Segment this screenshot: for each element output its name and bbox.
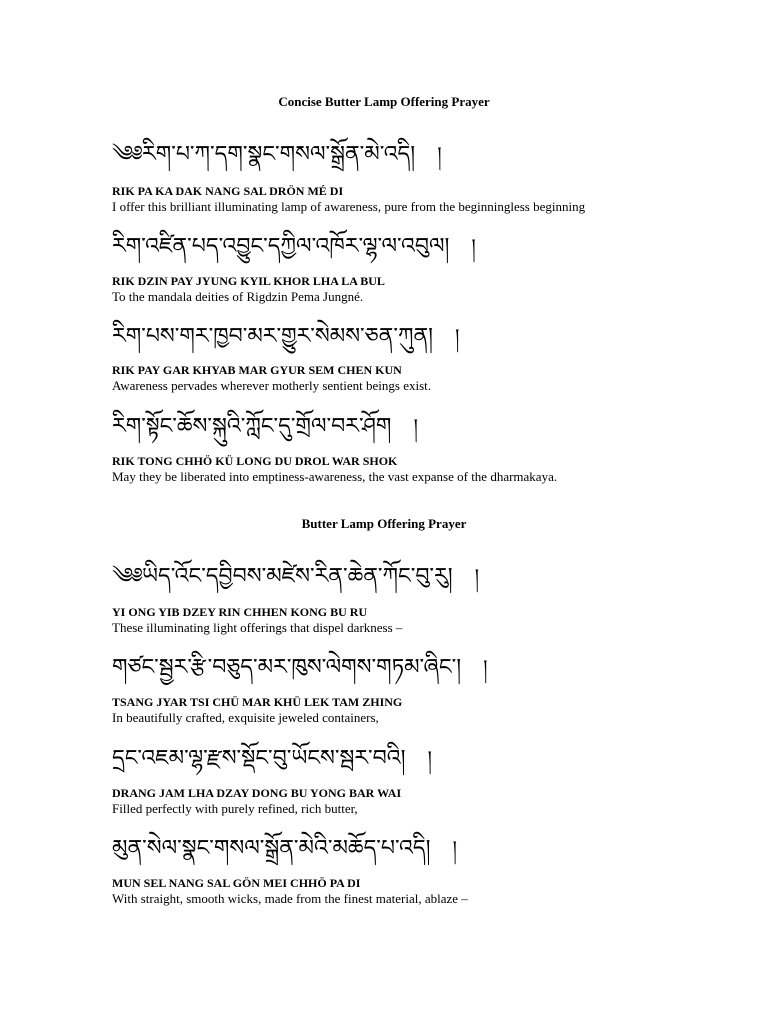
shad-mark: ། (455, 324, 460, 348)
section-title: Butter Lamp Offering Prayer (301, 516, 467, 531)
transliteration: DRANG JAM LHA DZAY DONG BU YONG BAR WAI (112, 786, 402, 800)
tibetan-text: དྲང་འཇམ་ལྷ་རྫས་སྡོང་བུ་ཡོངས་སྦར་བའི། (112, 746, 406, 771)
tibetan-verse-line (112, 226, 476, 266)
tibetan-verse-line (112, 738, 432, 778)
tibetan-verse-line (112, 647, 488, 687)
shad-mark: ། (483, 655, 488, 679)
transliteration: MUN SEL NANG SAL GÖN MEI CHHÖ PA DI (112, 876, 361, 890)
transliteration: RIK DZIN PAY JYUNG KYIL KHOR LHA LA BUL (112, 274, 385, 288)
opening-mark: ༄༅ (112, 142, 143, 167)
translation: With straight, smooth wicks, made from the finest material, ablaze – (112, 891, 468, 906)
translation: Filled perfectly with purely refined, rich butter, (112, 801, 358, 816)
tibetan-verse-line (112, 406, 418, 446)
translation: May they be liberated into emptiness-awareness, the vast expanse of the dharmakaya. (112, 469, 558, 484)
tibetan-verse-line (112, 134, 442, 174)
tibetan-verse-line (112, 828, 457, 868)
transliteration: RIK PAY GAR KHYAB MAR GYUR SEM CHEN KUN (112, 363, 402, 377)
shad-mark: ། (437, 142, 442, 166)
tibetan-text: མུན་སེལ་སྣང་གསལ་སྒྲོན་མེའི་མཆོད་པ་འདི། (112, 836, 431, 861)
shad-mark: ། (413, 414, 418, 438)
shad-mark: ། (427, 746, 432, 770)
tibetan-text: ཡིད་འོང་དབྱིབས་མཛེས་རིན་ཆེན་ཀོང་བུ་རུ། (142, 564, 453, 589)
translation: In beautifully crafted, exquisite jeweled containers, (112, 710, 379, 725)
tibetan-text: གཙང་སྦྱར་རྩི་བཅུད་མར་ཁུས་ལེགས་གཏམ་ཞིང་། (112, 655, 462, 680)
opening-mark: ༄༅ (112, 564, 143, 589)
shad-mark: ། (474, 564, 480, 588)
transliteration: TSANG JYAR TSI CHÜ MAR KHÜ LEK TAM ZHING (112, 695, 403, 709)
translation: These illuminating light offerings that dispel darkness – (112, 620, 403, 635)
section-title: Concise Butter Lamp Offering Prayer (278, 94, 490, 109)
tibetan-text: རིག་པས་གར་ཁྱབ་མར་གྱུར་སེམས་ཅན་ཀུན། (112, 324, 434, 349)
shad-mark: ། (471, 234, 476, 258)
translation: To the mandala deities of Rigdzin Pema Jungné. (112, 289, 364, 304)
transliteration: YI ONG YIB DZEY RIN CHHEN KONG BU RU (112, 605, 368, 619)
tibetan-text: རིག་པ་ཀ་དག་སྣང་གསལ་སྒྲོན་མེ་འདི། (142, 142, 416, 167)
tibetan-text: རིག་འཛིན་པད་འབྱུང་དཀྱིལ་འཁོར་ལྷ་ལ་འབུལ། (112, 234, 450, 259)
transliteration: RIK TONG CHHÖ KÜ LONG DU DROL WAR SHOK (112, 454, 398, 468)
transliteration: RIK PA KA DAK NANG SAL DRÖN MÉ DI (112, 184, 344, 198)
tibetan-verse-line (112, 316, 459, 356)
shad-mark: ། (452, 836, 457, 860)
tibetan-verse-line (112, 556, 479, 596)
tibetan-text: རིག་སྟོང་ཆོས་སྐུའི་ཀློང་དུ་གྲོལ་བར་ཤོག (112, 414, 392, 439)
translation: Awareness pervades wherever motherly sentient beings exist. (112, 378, 432, 393)
translation: I offer this brilliant illuminating lamp of awareness, pure from the beginningless beginning (112, 199, 586, 214)
